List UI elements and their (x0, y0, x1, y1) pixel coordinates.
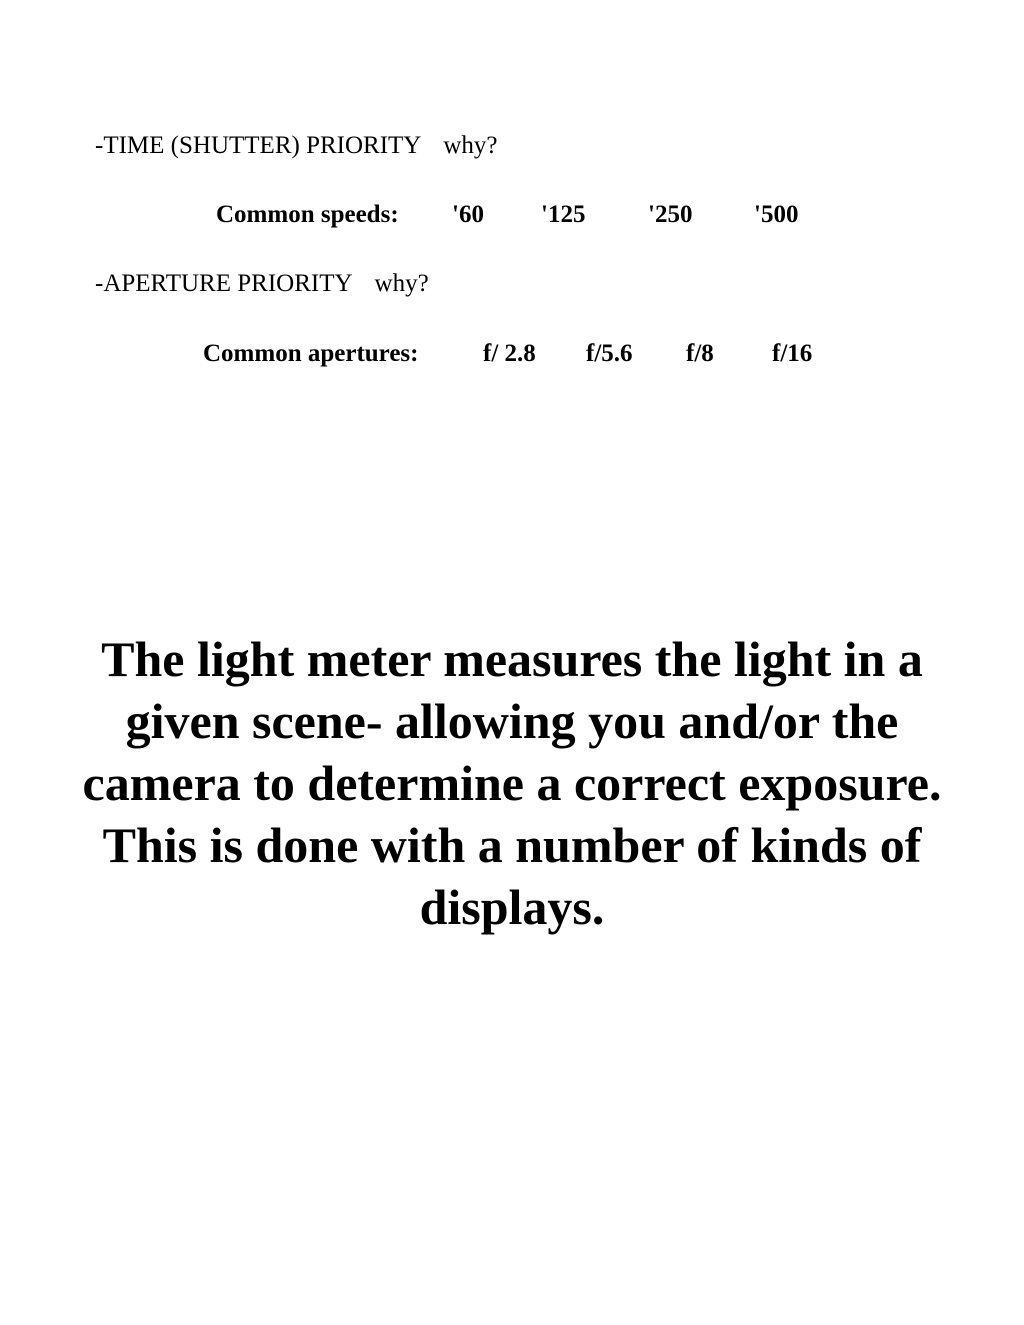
speed-value: '500 (754, 201, 799, 228)
aperture-value: f/ 2.8 (483, 340, 536, 367)
common-apertures-label: Common apertures: (203, 340, 419, 367)
speed-value: '60 (452, 201, 484, 228)
aperture-priority-heading (95, 270, 429, 298)
speed-value: '125 (541, 201, 586, 228)
common-speeds-row (0, 201, 1024, 233)
speed-value: '250 (648, 201, 693, 228)
aperture-value: f/16 (772, 340, 813, 367)
light-meter-statement (80, 628, 944, 938)
time-priority-heading (95, 132, 498, 160)
statement-paragraph-1: The light meter measures the light in a given scene- allowing you and/or the camera to determine a correct exposure. (82, 631, 942, 811)
aperture-value: f/5.6 (586, 340, 633, 367)
aperture-priority-why: why? (374, 270, 429, 297)
common-speeds-label: Common speeds: (216, 201, 399, 228)
common-apertures-row (0, 340, 1024, 372)
statement-paragraph-2: This is done with a number of kinds of displays. (102, 817, 922, 935)
time-priority-label: -TIME (SHUTTER) PRIORITY (95, 132, 422, 159)
aperture-priority-label: -APERTURE PRIORITY (95, 270, 353, 297)
aperture-value: f/8 (686, 340, 714, 367)
time-priority-why: why? (443, 132, 498, 159)
